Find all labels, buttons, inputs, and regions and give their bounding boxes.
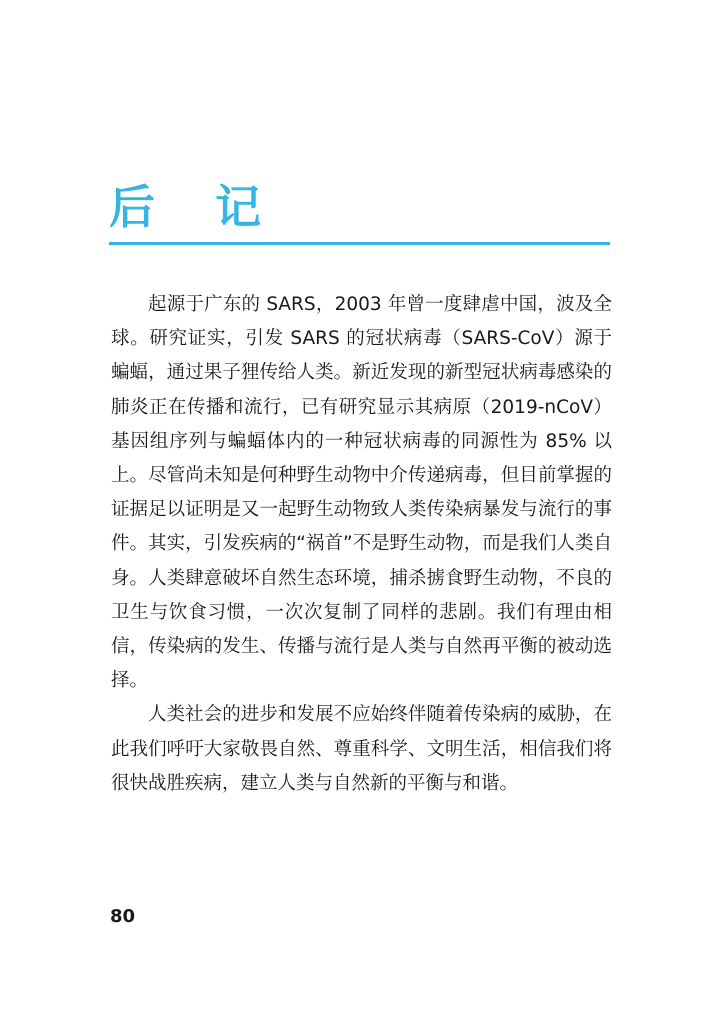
paragraph-1: 起源于广东的 SARS，2003 年曾一度肆虐中国，波及全球。研究证实，引发 SARS 的冠状病毒（SARS-CoV）源于蝙蝠，通过果子狸传给人类。新近发现的新型冠状病毒感染的肺炎正在传播和流行，已有研究显示其病原（2019-nCoV）基因组序列与蝙蝠体内的一种冠状病毒的同源性为 85% 以上。尽管尚未知是何种野生动物中介传递病毒，但目前掌握的证据足以证明是又一起野生动物致人类传染病暴发与流行的事件。其实，引发疾病的“祸首”不是野生动物，而是我们人类自身。人类肆意破坏自然生态环境，捕杀掳食野生动物，不良的卫生与饮食习惯，一次次复制了同样的悲剧。我们有理由相信，传染病的发生、传播与流行是人类与自然再平衡的被动选择。 [111, 294, 612, 692]
body-text [111, 288, 612, 801]
page-title: 后 记 [109, 180, 284, 234]
title-divider [109, 242, 610, 245]
page-number: 80 [110, 906, 136, 927]
paragraph-2: 人类社会的进步和发展不应始终伴随着传染病的威胁，在此我们呼吁大家敬畏自然、尊重科学、文明生活，相信我们将很快战胜疾病，建立人类与自然新的平衡与和谐。 [111, 704, 612, 794]
